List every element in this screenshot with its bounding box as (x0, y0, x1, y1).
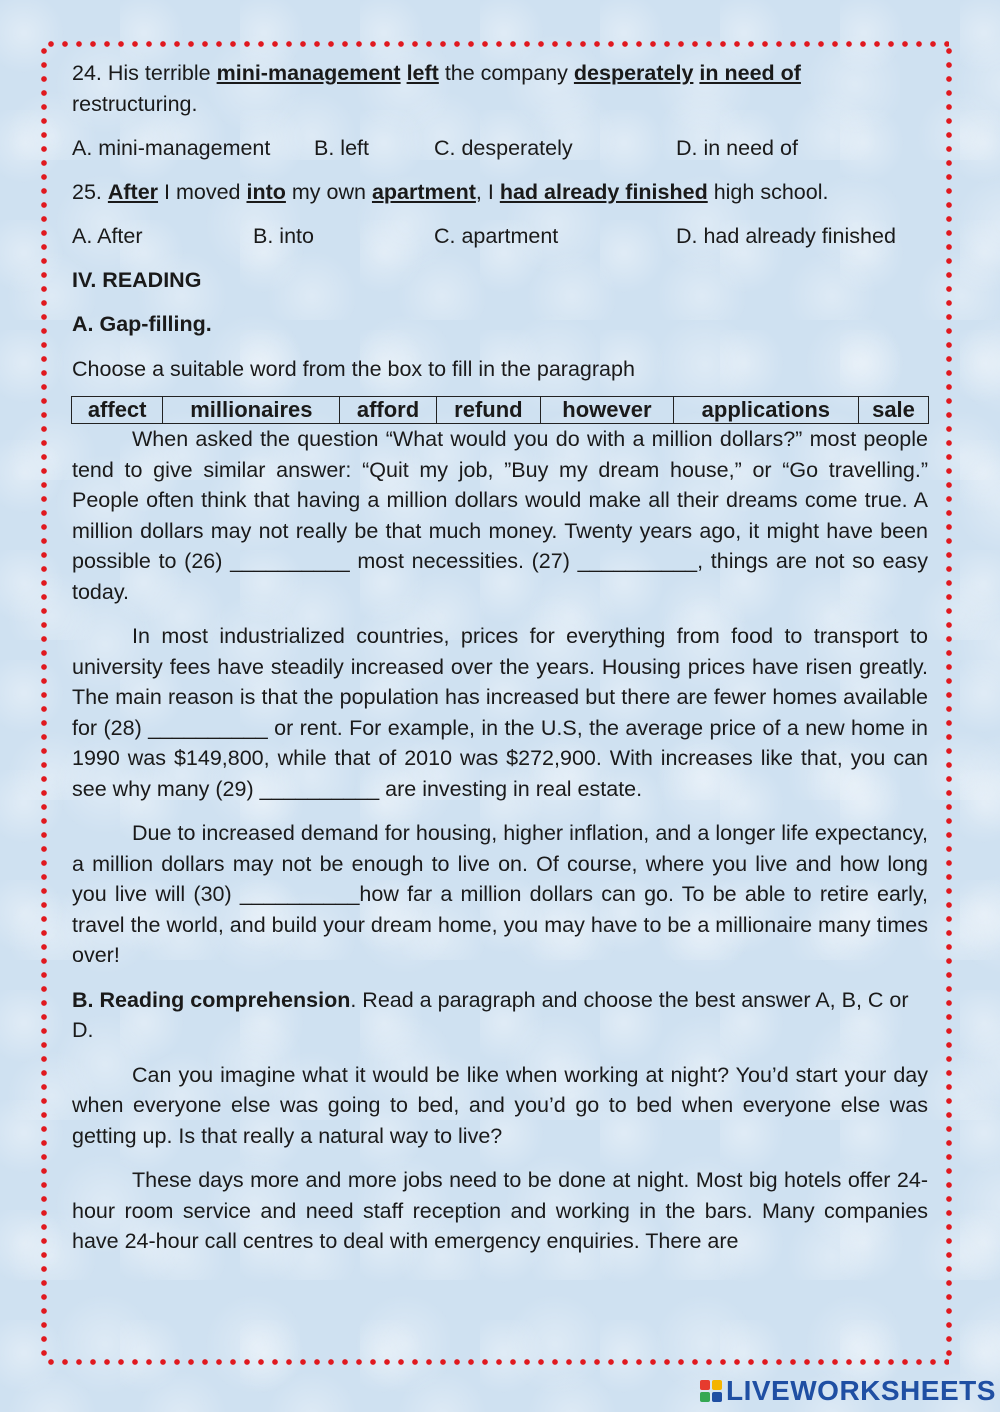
logo-text: LIVEWORKSHEETS (726, 1375, 996, 1406)
reading-paragraph-2: These days more and more jobs need to be done at night. Most big hotels offer 24-hour room service and need staff reception and working in the bars. Many companies have 24-hour call centres to deal with emergency enquiries. There are (72, 1168, 928, 1253)
gap-filling-title: A. Gap-filling. (72, 312, 212, 336)
section-title: IV. READING (72, 267, 202, 292)
border-bottom-dots (44, 1359, 949, 1365)
word-box-item: however (541, 397, 674, 424)
q25-option-c[interactable]: C. apartment (434, 224, 559, 248)
q24-options (72, 133, 928, 164)
border-right-dots (946, 44, 952, 1362)
q24-option-c[interactable]: C. desperately (434, 136, 573, 160)
gap-paragraph-3: Due to increased demand for housing, higher inflation, and a longer life expectancy, a million dollars may not be enough to live on. Of course, where you live and how long you live will (30) __________how far a million dollars can go. To be able to retire early, travel the world, and build your dream home, you may have to be a millionaire many times over! (72, 821, 928, 967)
word-box-item: applications (673, 397, 858, 424)
q24-option-d[interactable]: D. in need of (676, 136, 798, 160)
q25-options (72, 221, 928, 252)
word-box-item: afford (340, 397, 436, 424)
word-box-item: affect (72, 397, 163, 424)
gap-paragraph-2: In most industrialized countries, prices for everything from food to transport to university fees have steadily increased over the years. Housing prices have risen greatly. The main reason is that the population has increased but there are fewer homes available for (28) __________ or rent. For example, in the U.S, the average price of a new home in 1990 was $149,800, while that of 2010 was $272,900. With increases like that, you can see why many (29) __________ are investing in real estate. (72, 624, 928, 801)
border-left-dots (41, 44, 47, 1362)
word-box-item: refund (436, 397, 540, 424)
border-top-dots (44, 41, 949, 47)
worksheet-content (72, 58, 928, 1271)
reading-paragraph-1: Can you imagine what it would be like when working at night? You’d start your day when everyone else was going to bed, and you’d go to bed when everyone else was getting up. Is that really a natural way to live? (72, 1062, 928, 1148)
q25-option-d[interactable]: D. had already finished (676, 224, 896, 248)
question-24: 24. His terrible mini-management left the company desperately in need of restructuring. (72, 61, 801, 116)
q25-option-b[interactable]: B. into (253, 224, 314, 248)
reading-comprehension-heading: B. Reading comprehension. Read a paragraph and choose the best answer A, B, C or D. (72, 987, 909, 1042)
q25-underlined-a: After (107, 179, 159, 204)
q25-underlined-b: into (246, 179, 286, 204)
q24-option-a[interactable]: A. mini-management (72, 136, 271, 160)
gap-paragraph-1: When asked the question “What would you do with a million dollars?” most people tend to give similar answer: “Quit my job, ”Buy my dream house,” or “Go travelling.” People often think that having a million dollars would make all their dreams come true. A million dollars may not really be that much money. Twenty years ago, it might have been possible to (26) __________ most necessities. (27) __________, things are not so easy today. (72, 427, 928, 604)
word-box (71, 396, 929, 424)
q25-option-a[interactable]: A. After (72, 224, 143, 248)
q25-underlined-d: had already finished (499, 179, 708, 204)
q25-underlined-c: apartment (371, 179, 476, 204)
reading-comprehension-title: B. Reading comprehension (72, 987, 351, 1012)
q24-option-b[interactable]: B. left (314, 136, 369, 160)
liveworksheets-logo (700, 1375, 996, 1407)
q24-underlined-d: in need of (699, 61, 801, 85)
question-25: 25. After I moved into my own apartment, I had already finished high school. (72, 179, 829, 204)
q24-underlined-b: left (406, 61, 439, 85)
gap-filling-instruction: Choose a suitable word from the box to fill in the paragraph (72, 356, 635, 381)
q24-underlined-c: desperately (573, 61, 694, 85)
logo-icon (700, 1380, 722, 1402)
word-box-item: millionaires (163, 397, 340, 424)
word-box-item: sale (859, 397, 929, 424)
q24-underlined-a: mini-management (216, 61, 401, 85)
